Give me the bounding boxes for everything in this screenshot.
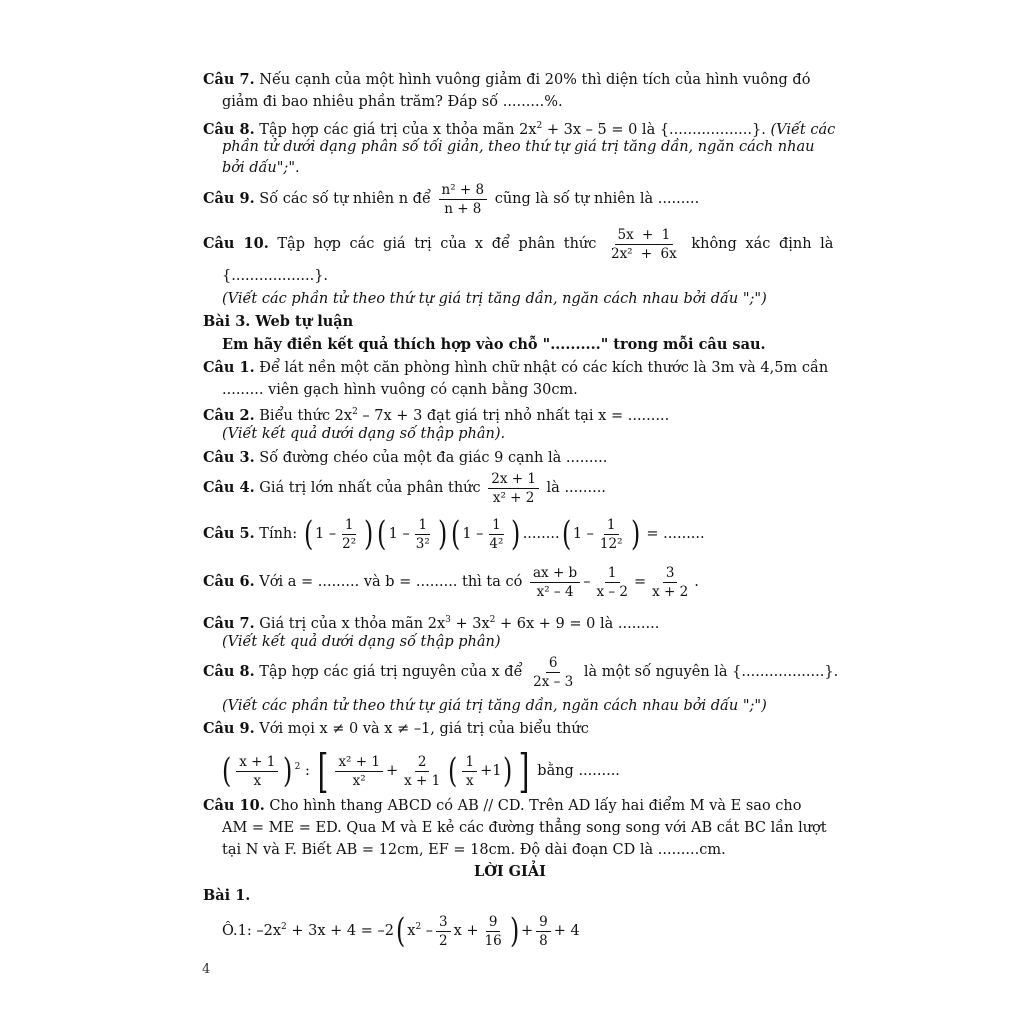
b3q2-line: Câu 2. Biểu thức $2x^2 - 7x + 3$ đạt giá trị nhỏ nhất tại x = ......... bbox=[203, 407, 670, 424]
bai3-instruction: Em hãy điền kết quả thích hợp vào chỗ ".........." trong mỗi câu sau. bbox=[222, 336, 766, 353]
q10-line2: {..................}. bbox=[222, 268, 329, 284]
b3q10-line3: tại N và F. Biết AB = 12cm, EF = 18cm. Độ dài đoạn CD là .........cm. bbox=[222, 842, 726, 858]
q10-fraction: $\frac{5x + 1}{\text{2x² + 6x}}$ bbox=[610, 226, 677, 262]
page-number: 4 bbox=[202, 962, 211, 977]
bai3-title: Bài 3. Web tự luận bbox=[203, 313, 354, 330]
b3q6-line: Câu 6. Với a = ......... và b = ......... thì ta có $\frac{ax + b}{\text{x² – 4}}$ – $\frac{1}{x - 2}$ = $\frac{3}{x + 2}$ . bbox=[203, 564, 699, 600]
q7-label: Câu 7. bbox=[203, 71, 255, 88]
b3q4-fraction: $\frac{2x + 1}{\text{x² + 2}}$ bbox=[488, 471, 539, 506]
b3q9-expression: ( $\frac{x + 1}{x}$ ) $^2$ : [ $\frac{\text{x² + 1}}{\text{x²}}$ + $\frac{2}{x + 1}$ ( $\frac{1}{x}$ +1) ] bằng ......... bbox=[221, 744, 620, 798]
q8-note-line3: bởi dấu";". bbox=[222, 160, 300, 176]
b3q2-note: (Viết kết quả dưới dạng số thập phân). bbox=[222, 426, 506, 442]
q10-note: (Viết các phần tử theo thứ tự giá trị tăng dần, ngăn cách nhau bởi dấu ";") bbox=[222, 291, 767, 307]
b3q8-note: (Viết các phần tử theo thứ tự giá trị tăng dần, ngăn cách nhau bởi dấu ";") bbox=[222, 698, 767, 714]
b3q7-line: Câu 7. Giá trị của x thỏa mãn $2x^3 + 3x^2 + 6x + 9 = 0$ là ......... bbox=[203, 615, 660, 632]
b3q7-note: (Viết kết quả dưới dạng số thập phân) bbox=[222, 634, 501, 650]
q8-line1: Câu 8. Tập hợp các giá trị của x thỏa mãn $2x^2 + 3x - 5 = 0$ là {..................}. (Viết các bbox=[203, 121, 836, 138]
q7-line1 bbox=[203, 70, 810, 90]
b3q5-line: Câu 5. Tính: ( 1 – $\frac{1}{\text{2²}}$ ) ( 1 – $\frac{1}{\text{3²}}$ ) ( 1 – $\frac{1}{\text{4²}}$ ) ........( 1 – $\frac{1}{\text{12²}}$ ) = ......... bbox=[203, 514, 705, 554]
q10-line1: Câu 10. Tập hợp các giá trị của x để phân thức $\frac{5x + 1}{\text{2x² + 6x}}$ không xác định là bbox=[203, 226, 834, 262]
b3q10-line2: AM = ME = ED. Qua M và E kẻ các đường thẳng song song với AB cắt BC lần lượt bbox=[222, 820, 827, 836]
q7-text: Nếu cạnh của một hình vuông giảm đi 20% thì diện tích của hình vuông đó bbox=[259, 72, 811, 88]
q9-fraction: $\frac{\text{n² + 8}}{n + 8}$ bbox=[439, 182, 488, 217]
b3q10-line1: Câu 10. Cho hình thang ABCD có AB // CD. Trên AD lấy hai điểm M và E sao cho bbox=[203, 797, 802, 814]
b3q4-line: Câu 4. Giá trị lớn nhất của phân thức $\frac{2x + 1}{\text{x² + 2}}$ là ......... bbox=[203, 470, 606, 506]
b3q9-line1: Câu 9. Với mọi x ≠ 0 và x ≠ –1, giá trị của biểu thức bbox=[203, 720, 589, 737]
bai1-title: Bài 1. bbox=[203, 887, 251, 904]
solution-title: LỜI GIẢI bbox=[474, 863, 546, 880]
q8-note-line2: phần tử dưới dạng phân số tối giản, theo thứ tự giá trị tăng dần, ngăn cách nhau bbox=[222, 139, 815, 155]
q7-line2: giảm đi bao nhiêu phần trăm? Đáp số .........%. bbox=[222, 94, 563, 110]
b3q3-line: Câu 3. Số đường chéo của một đa giác 9 cạnh là ......... bbox=[203, 449, 608, 466]
b3q1-line1: Câu 1. Để lát nền một căn phòng hình chữ nhật có các kích thước là 3m và 4,5m cần bbox=[203, 359, 829, 376]
b3q1-line2: ......... viên gạch hình vuông có cạnh bằng 30cm. bbox=[222, 382, 578, 398]
q9-line: Câu 9. Số các số tự nhiên n để $\frac{\text{n² + 8}}{n + 8}$ cũng là số tự nhiên là ......... bbox=[203, 181, 700, 217]
solution-o1: Ô.1: $-2x^2 + 3x + 4 = -2$( $x^2$ – $\frac{3}{2}$ x + $\frac{9}{16}$ ) + $\frac{9}{8}$ + 4 bbox=[222, 911, 580, 951]
b3q8-line: Câu 8. Tập hợp các giá trị nguyên của x để $\frac{6}{2x - 3}$ là một số nguyên là {..................}. bbox=[203, 654, 839, 690]
